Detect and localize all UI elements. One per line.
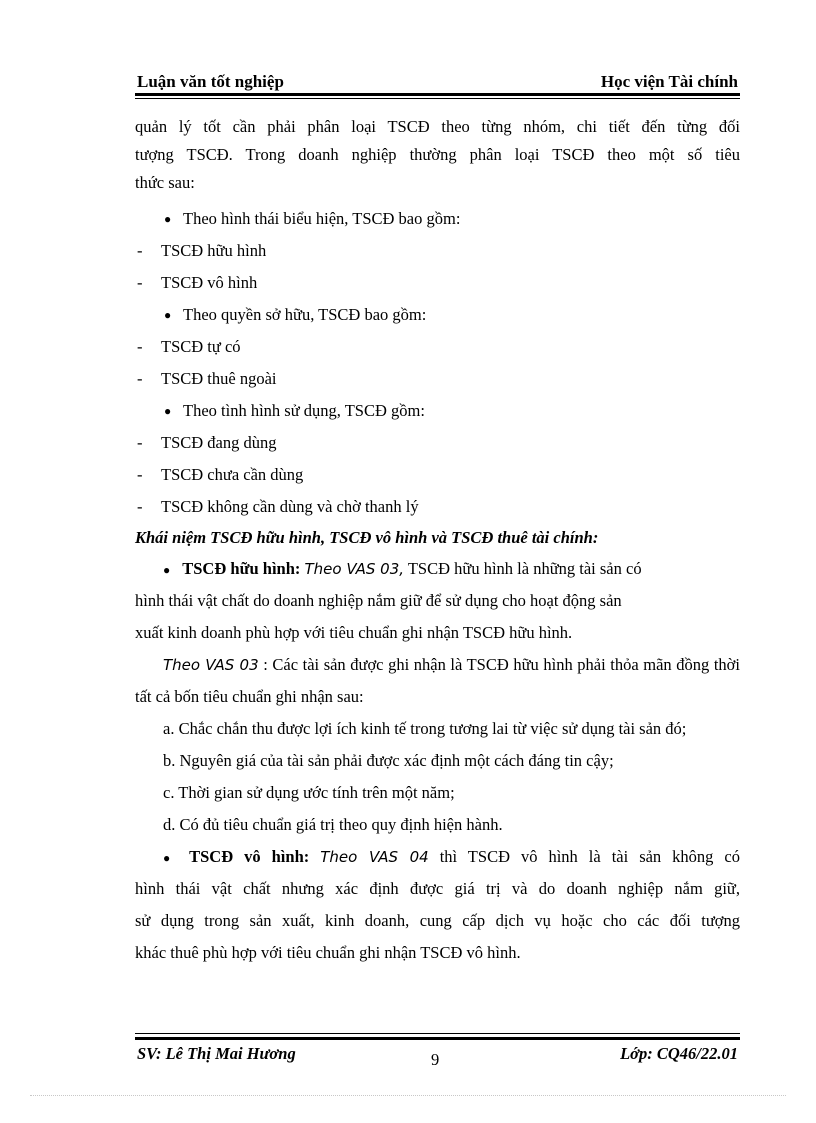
bullet-icon: ● bbox=[164, 308, 172, 322]
list-item: - TSCĐ hữu hình bbox=[135, 235, 740, 267]
dash-icon: - bbox=[137, 369, 143, 388]
dash-icon: - bbox=[137, 497, 143, 516]
bullet-by-usage: ● Theo tình hình sử dụng, TSCĐ gồm: bbox=[135, 395, 740, 427]
tangible-ref: Theo VAS 03, bbox=[304, 560, 405, 578]
criterion-d: d. Có đủ tiêu chuẩn giá trị theo quy định hiện hành. bbox=[163, 815, 503, 834]
list-item: - TSCĐ thuê ngoài bbox=[135, 363, 740, 395]
header-institution: Học viện Tài chính bbox=[600, 72, 738, 91]
page-number: 9 bbox=[431, 1050, 440, 1069]
criterion-a: a. Chắc chắn thu được lợi ích kinh tế trong tương lai từ việc sử dụng tài sản đó; bbox=[163, 719, 687, 738]
intangible-definition: ● TSCĐ vô hình: Theo VAS 04 thì TSCĐ vô hình là tài sản không có hình thái vật chất nhưng xác định được giá trị và do doanh nghiệp nắm giữ, sử dụng trong sản xuất, kinh doanh, cung cấp dịch vụ hoặc cho các đối tượng khác thuê phù hợp với tiêu chuẩn ghi nhận TSCĐ vô hình. bbox=[135, 847, 740, 962]
bullet-icon: ● bbox=[164, 212, 172, 226]
footer-class: Lớp: CQ46/22.01 bbox=[620, 1044, 738, 1063]
criterion-b: b. Nguyên giá của tài sản phải được xác định một cách đáng tin cậy; bbox=[163, 751, 614, 770]
intro-line: quản lý tốt cần phải phân loại TSCĐ theo từng nhóm, chi tiết đến từng đối bbox=[135, 117, 740, 136]
intro-paragraph bbox=[135, 113, 740, 197]
footer-rule-thick bbox=[135, 1037, 740, 1040]
dash-icon: - bbox=[137, 337, 143, 356]
header-rule-thick bbox=[135, 93, 740, 96]
dash-icon: - bbox=[137, 433, 143, 452]
vas03-criteria-intro: Theo VAS 03 : Các tài sản được ghi nhận là TSCĐ hữu hình phải thỏa mãn đồng thời tất cả bốn tiêu chuẩn ghi nhận sau: bbox=[135, 655, 740, 706]
dash-icon: - bbox=[137, 273, 143, 292]
footer-rule-thin bbox=[135, 1033, 740, 1034]
bullet-icon: ● bbox=[164, 404, 172, 418]
tangible-term: TSCĐ hữu hình: bbox=[182, 559, 301, 578]
page-bottom-divider bbox=[30, 1095, 786, 1096]
header-thesis-title: Luận văn tốt nghiệp bbox=[137, 72, 284, 91]
header-rule-thin bbox=[135, 98, 740, 99]
bullet-by-ownership: ● Theo quyền sở hữu, TSCĐ bao gồm: bbox=[135, 299, 740, 331]
bullet-by-form: ● Theo hình thái biểu hiện, TSCĐ bao gồm: bbox=[135, 203, 740, 235]
criterion-c: c. Thời gian sử dụng ước tính trên một năm; bbox=[163, 783, 455, 802]
concept-heading: Khái niệm TSCĐ hữu hình, TSCĐ vô hình và TSCĐ thuê tài chính: bbox=[135, 528, 599, 547]
intangible-term: TSCĐ vô hình: bbox=[189, 847, 310, 866]
bullet-icon: ● bbox=[163, 851, 178, 865]
page-footer bbox=[135, 1044, 740, 1068]
list-item: - TSCĐ tự có bbox=[135, 331, 740, 363]
dash-icon: - bbox=[137, 465, 143, 484]
intro-line: tượng TSCĐ. Trong doanh nghiệp thường phân loại TSCĐ theo một số tiêu bbox=[135, 145, 740, 164]
intangible-ref: Theo VAS 04 bbox=[320, 848, 429, 866]
page-header bbox=[135, 70, 740, 92]
list-item: - TSCĐ chưa cần dùng bbox=[135, 459, 740, 491]
tangible-definition: ● TSCĐ hữu hình: Theo VAS 03, TSCĐ hữu hình là những tài sản có hình thái vật chất do doanh nghiệp nắm giữ để sử dụng cho hoạt động sản xuất kinh doanh phù hợp với tiêu chuẩn ghi nhận TSCĐ hữu hình. bbox=[135, 559, 642, 642]
list-item: - TSCĐ đang dùng bbox=[135, 427, 740, 459]
bullet-icon: ● bbox=[163, 563, 171, 577]
intro-line: thức sau: bbox=[135, 173, 195, 192]
footer-student: SV: Lê Thị Mai Hương bbox=[137, 1044, 296, 1063]
dash-icon: - bbox=[137, 241, 143, 260]
list-item: - TSCĐ không cần dùng và chờ thanh lý bbox=[135, 491, 740, 523]
page-body bbox=[135, 113, 740, 969]
list-item: - TSCĐ vô hình bbox=[135, 267, 740, 299]
